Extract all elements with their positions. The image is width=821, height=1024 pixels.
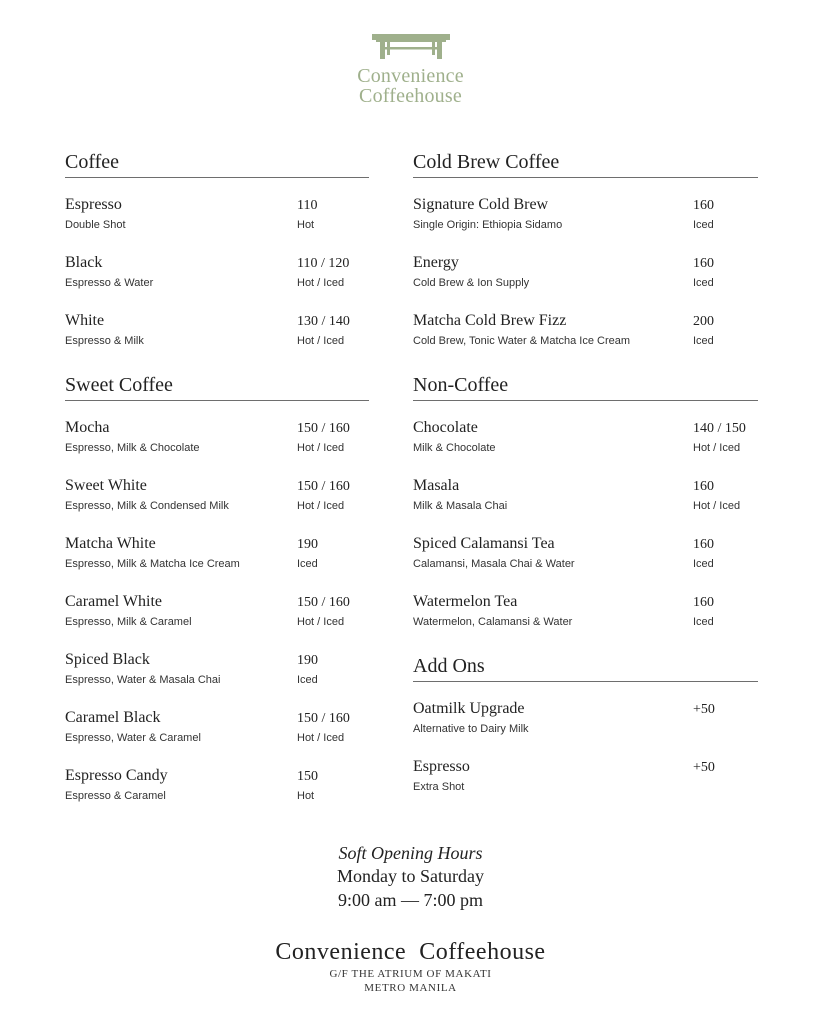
item-temperature: Hot / Iced [297, 732, 345, 744]
item-price: +50 [693, 760, 715, 775]
item-temperature: Hot / Iced [693, 442, 741, 454]
section-title: Non-Coffee [413, 373, 758, 401]
item-price: 150 / 160 [297, 421, 350, 436]
item-price: 130 / 140 [297, 314, 350, 329]
menu-item [413, 311, 758, 369]
item-description: Espresso & Water [65, 277, 154, 289]
item-name: Espresso Candy [65, 767, 168, 784]
item-description: Milk & Chocolate [413, 442, 496, 454]
item-temperature: Hot / Iced [693, 500, 741, 512]
menu-item [65, 766, 369, 824]
item-price: 110 / 120 [297, 256, 350, 271]
menu-item [413, 195, 758, 253]
item-temperature: Iced [693, 558, 714, 570]
item-description: Espresso & Caramel [65, 790, 166, 802]
item-name: Signature Cold Brew [413, 196, 549, 213]
menu-item [413, 699, 758, 757]
opening-hours [0, 842, 821, 912]
item-description: Espresso, Milk & Matcha Ice Cream [65, 558, 240, 570]
menu-section-coffee [65, 150, 369, 369]
item-description: Single Origin: Ethiopia Sidamo [413, 219, 563, 231]
item-description: Espresso, Milk & Chocolate [65, 442, 200, 454]
item-name: White [65, 312, 105, 329]
section-title: Add Ons [413, 654, 758, 682]
item-price: 150 / 160 [297, 479, 350, 494]
menu-item [65, 592, 369, 650]
item-name: Mocha [65, 419, 110, 436]
item-description: Espresso, Milk & Condensed Milk [65, 500, 229, 512]
item-description: Milk & Masala Chai [413, 500, 508, 512]
item-price: 150 / 160 [297, 711, 350, 726]
item-name: Chocolate [413, 419, 478, 436]
item-name: Espresso [413, 758, 470, 775]
item-temperature: Hot / Iced [297, 277, 345, 289]
item-description: Double Shot [65, 219, 126, 231]
item-temperature: Iced [693, 616, 714, 628]
item-description: Alternative to Dairy Milk [413, 723, 529, 735]
menu-item [413, 757, 758, 815]
item-price: 200 [693, 314, 714, 329]
item-name: Sweet White [65, 477, 147, 494]
item-name: Spiced Black [65, 651, 150, 668]
item-name: Masala [413, 477, 460, 494]
item-temperature: Hot / Iced [297, 335, 345, 347]
section-title: Coffee [65, 150, 369, 178]
item-name: Caramel Black [65, 709, 161, 726]
item-price: 190 [297, 653, 318, 668]
menu-section-cold-brew-coffee [413, 150, 758, 369]
menu-item [65, 195, 369, 253]
footer-address-line-2: METRO MANILA [364, 982, 457, 994]
menu-item [65, 650, 369, 708]
item-description: Extra Shot [413, 781, 465, 793]
item-description: Cold Brew & Ion Supply [413, 277, 530, 289]
bench-icon [372, 33, 450, 59]
item-price: 140 / 150 [693, 421, 746, 436]
item-price: 160 [693, 256, 714, 271]
item-temperature: Hot / Iced [297, 442, 345, 454]
item-name: Spiced Calamansi Tea [413, 535, 555, 552]
hours-days: Monday to Saturday [337, 866, 484, 886]
menu-item [65, 418, 369, 476]
section-title: Sweet Coffee [65, 373, 369, 401]
menu-item [413, 476, 758, 534]
menu-item [65, 708, 369, 766]
item-description: Espresso, Water & Masala Chai [65, 674, 221, 686]
item-name: Energy [413, 254, 459, 271]
footer-business-name: Convenience Coffeehouse [275, 939, 546, 965]
item-temperature: Hot / Iced [297, 616, 345, 628]
item-temperature: Iced [693, 277, 714, 289]
item-name: Espresso [65, 196, 122, 213]
hours-title: Soft Opening Hours [338, 843, 483, 863]
logo-line-1: Convenience [357, 65, 464, 87]
item-price: 160 [693, 537, 714, 552]
menu-item [65, 253, 369, 311]
item-temperature: Iced [693, 219, 714, 231]
item-temperature: Iced [297, 674, 318, 686]
menu-item [413, 418, 758, 476]
menu-item [65, 476, 369, 534]
item-name: Watermelon Tea [413, 593, 518, 610]
item-temperature: Hot [297, 219, 315, 231]
hours-time: 9:00 am — 7:00 pm [338, 890, 483, 910]
menu-item [65, 311, 369, 369]
section-title: Cold Brew Coffee [413, 150, 758, 178]
menu-item [413, 253, 758, 311]
item-name: Black [65, 254, 103, 271]
item-temperature: Hot [297, 790, 315, 802]
menu-item [413, 534, 758, 592]
item-name: Oatmilk Upgrade [413, 700, 525, 717]
footer-address-line-1: G/F THE ATRIUM OF MAKATI [329, 968, 492, 980]
item-price: 150 / 160 [297, 595, 350, 610]
item-description: Cold Brew, Tonic Water & Matcha Ice Cream [413, 335, 631, 347]
logo [0, 33, 821, 106]
menu-section-sweet-coffee [65, 373, 369, 824]
item-description: Calamansi, Masala Chai & Water [413, 558, 575, 570]
item-name: Matcha Cold Brew Fizz [413, 312, 567, 329]
item-price: 190 [297, 537, 318, 552]
item-price: +50 [693, 702, 715, 717]
menu-column-right [413, 150, 758, 815]
menu-section-non-coffee [413, 373, 758, 650]
item-description: Watermelon, Calamansi & Water [413, 616, 573, 628]
logo-line-2: Coffeehouse [359, 85, 462, 107]
menu-column-left [65, 150, 369, 824]
menu-item [413, 592, 758, 650]
item-temperature: Hot / Iced [297, 500, 345, 512]
item-description: Espresso, Water & Caramel [65, 732, 201, 744]
item-name: Caramel White [65, 593, 162, 610]
menu-item [65, 534, 369, 592]
item-price: 110 [297, 198, 318, 213]
footer [0, 937, 821, 995]
item-temperature: Iced [297, 558, 318, 570]
item-temperature: Iced [693, 335, 714, 347]
item-price: 150 [297, 769, 318, 784]
item-description: Espresso & Milk [65, 335, 144, 347]
item-price: 160 [693, 198, 714, 213]
item-price: 160 [693, 479, 714, 494]
item-name: Matcha White [65, 535, 156, 552]
item-price: 160 [693, 595, 714, 610]
menu-section-add-ons [413, 654, 758, 815]
item-description: Espresso, Milk & Caramel [65, 616, 192, 628]
